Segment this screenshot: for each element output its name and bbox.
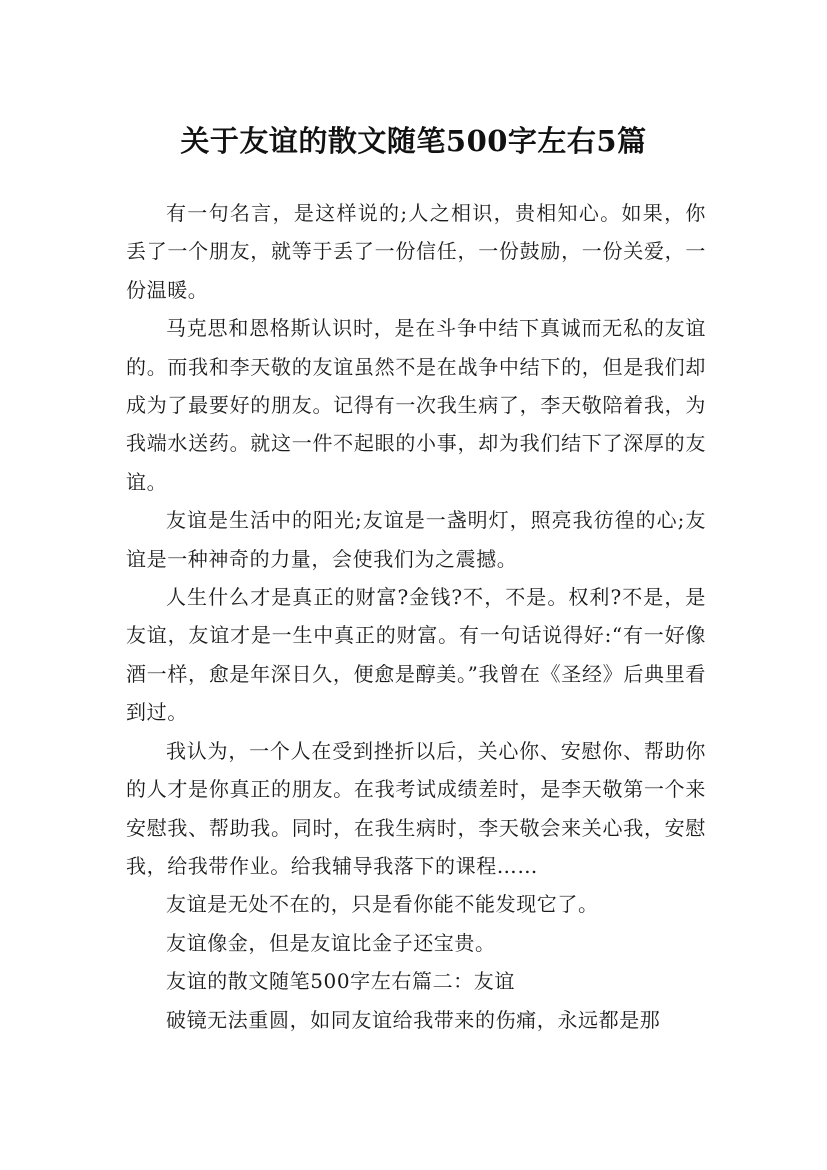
section-heading: 友谊的散文随笔500字左右篇二：友谊	[166, 969, 515, 994]
paragraph: 友谊像金，但是友谊比金子还宝贵。	[166, 930, 496, 955]
paragraph: 友谊是无处不在的，只是看你能不能发现它了。	[166, 892, 599, 917]
document-body	[126, 194, 706, 1039]
paragraph: 人生什么才是真正的财富?金钱?不，不是。权利?不是，是友谊，友谊才是一生中真正的财富。有一句话说得好:“有一好像酒一样，愈是年深日久，便愈是醇美。”我曾在《圣经》后典里看到过。	[126, 585, 706, 725]
document-title: 关于友谊的散文随笔500字左右5篇	[180, 124, 647, 159]
paragraph: 我认为，一个人在受到挫折以后，关心你、安慰你、帮助你的人才是你真正的朋友。在我考试成绩差时，是李天敬第一个来安慰我、帮助我。同时，在我生病时，李天敬会来关心我，安慰我，给我带作业。给我辅导我落下的课程……	[126, 738, 706, 878]
paragraph: 破镜无法重圆，如同友谊给我带来的伤痛，永远都是那	[166, 1007, 661, 1032]
paragraph: 有一句名言，是这样说的;人之相识，贵相知心。如果，你丢了一个朋友，就等于丢了一份信任，一份鼓励，一份关爱，一份温暖。	[126, 201, 706, 302]
paragraph: 友谊是生活中的阳光;友谊是一盏明灯，照亮我彷徨的心;友谊是一种神奇的力量，会使我们为之震撼。	[126, 508, 706, 571]
paragraph: 马克思和恩格斯认识时，是在斗争中结下真诚而无私的友谊的。而我和李天敬的友谊虽然不是在战争中结下的，但是我们却成为了最要好的朋友。记得有一次我生病了，李天敬陪着我，为我端水送药。就这一件不起眼的小事，却为我们结下了深厚的友谊。	[126, 316, 706, 494]
